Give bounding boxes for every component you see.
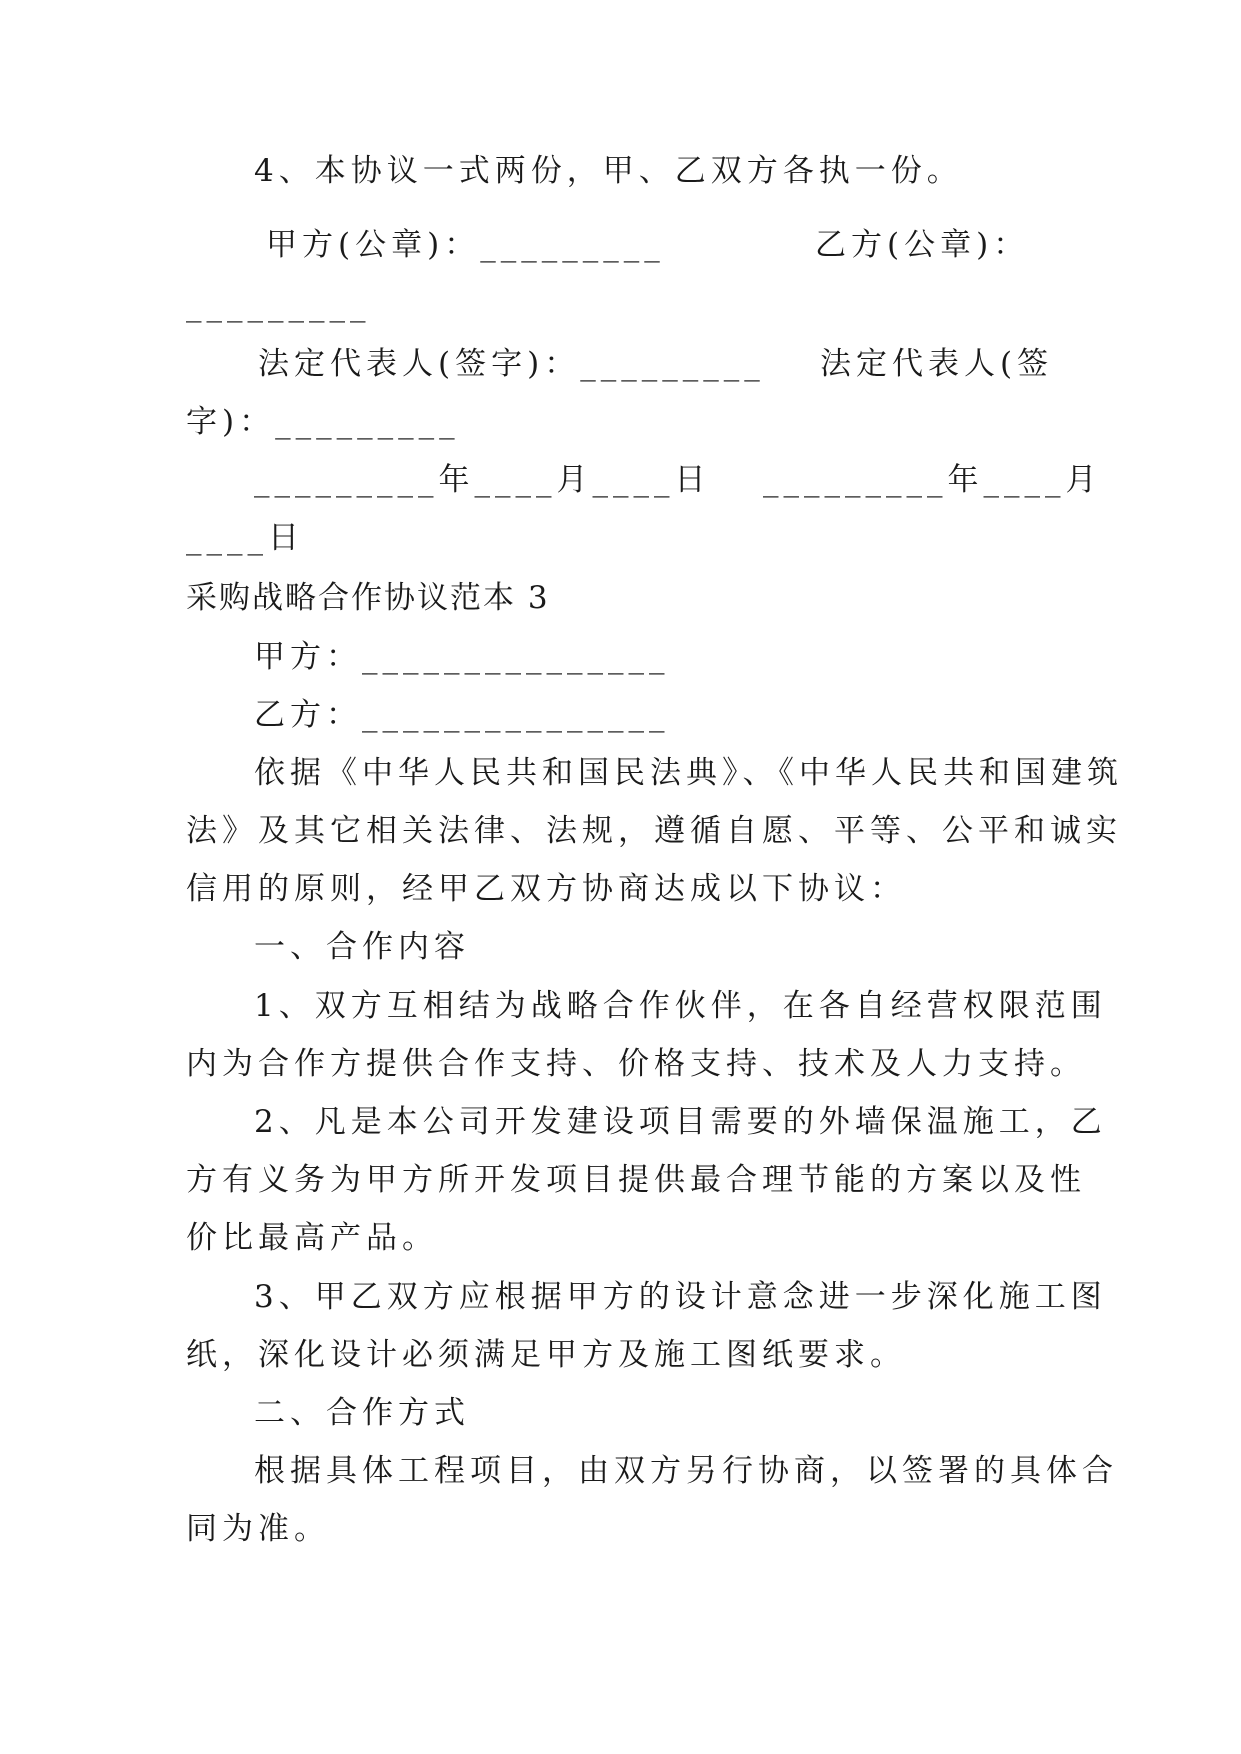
party-b-representative-continuation: 字)：_________ <box>186 404 460 440</box>
party-a-date-line: _________年____月____日 <box>254 462 711 498</box>
clause-1-1: 1、双方互相结为战略合作伙伴，在各自经营权限范围 <box>254 988 1107 1024</box>
section-2-body: 同为准。 <box>186 1511 330 1547</box>
clause-1-1: 内为合作方提供合作支持、价格支持、技术及人力支持。 <box>186 1046 1086 1082</box>
clause-4-copies: 4、本协议一式两份，甲、乙双方各执一份。 <box>254 153 963 189</box>
section-1-heading: 一、合作内容 <box>254 929 470 965</box>
party-b-name-line: 乙方：_______________ <box>254 697 670 733</box>
party-a-seal-line: 甲方(公章)：_________ <box>266 227 665 263</box>
preamble-paragraph: 依据《中华人民共和国民法典》、《中华人民共和国建筑 <box>254 755 1123 791</box>
party-b-seal-line: 乙方(公章)： <box>815 227 1030 263</box>
clause-1-2: 2、凡是本公司开发建设项目需要的外墙保温施工，乙 <box>254 1104 1107 1140</box>
clause-1-2: 方有义务为甲方所开发项目提供最合理节能的方案以及性 <box>186 1162 1086 1198</box>
party-a-name-line: 甲方：_______________ <box>254 639 670 675</box>
clause-1-2: 价比最高产品。 <box>186 1220 438 1256</box>
section-2-heading: 二、合作方式 <box>254 1395 470 1431</box>
section-2-body: 根据具体工程项目，由双方另行协商，以签署的具体合 <box>254 1453 1118 1489</box>
clause-1-3: 纸，深化设计必须满足甲方及施工图纸要求。 <box>186 1337 906 1373</box>
preamble-paragraph: 法》及其它相关法律、法规，遵循自愿、平等、公平和诚实 <box>186 813 1122 849</box>
party-b-date-continuation: ____日 <box>186 520 304 556</box>
party-b-date-line: _________年____月 <box>763 462 1102 498</box>
party-a-representative-line: 法定代表人(签字)：_________ <box>258 346 765 382</box>
party-b-representative-line: 法定代表人(签 <box>820 346 1054 382</box>
party-b-seal-blank: _________ <box>186 287 371 323</box>
clause-1-3: 3、甲乙双方应根据甲方的设计意念进一步深化施工图 <box>254 1279 1107 1315</box>
preamble-paragraph: 信用的原则，经甲乙双方协商达成以下协议： <box>186 871 906 907</box>
agreement-title: 采购战略合作协议范本 3 <box>186 580 550 616</box>
